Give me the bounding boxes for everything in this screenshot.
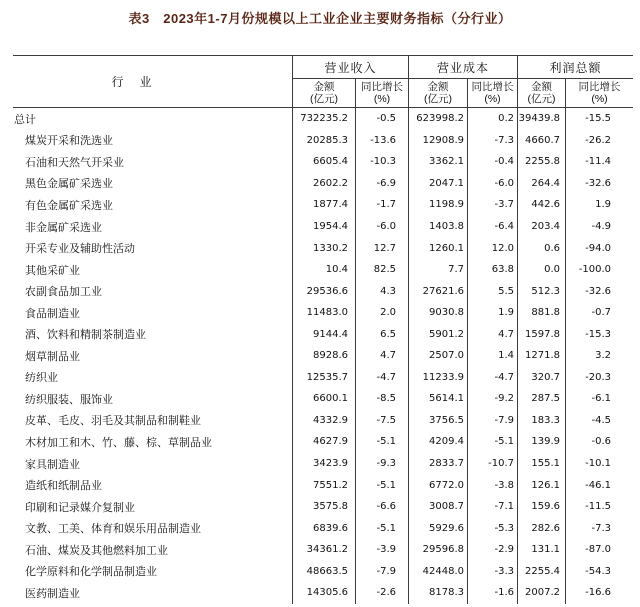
value-cell: -9.2 xyxy=(494,393,514,405)
industry-name-cell: 家具制造业 xyxy=(25,458,80,471)
value-cell: 9030.8 xyxy=(429,307,464,319)
industry-name-cell: 有色金属矿采选业 xyxy=(25,199,113,212)
value-cell: 442.6 xyxy=(531,199,560,211)
table-row xyxy=(13,388,633,410)
value-cell: -1.7 xyxy=(376,199,396,211)
value-cell: 139.9 xyxy=(531,436,560,448)
value-cell: -11.5 xyxy=(585,501,611,513)
value-cell: 131.1 xyxy=(531,544,560,556)
subheader-amount-label: 金额 xyxy=(427,81,449,93)
value-cell: 8928.6 xyxy=(313,350,348,362)
table-row xyxy=(13,151,633,173)
subheader-growth-unit: (%) xyxy=(591,93,608,105)
value-cell: 9144.4 xyxy=(313,328,348,340)
industry-name-cell: 煤炭开采和洗选业 xyxy=(25,135,113,148)
table-row xyxy=(13,259,633,281)
value-cell: 12.7 xyxy=(373,242,396,254)
industry-name-cell: 非金属矿采选业 xyxy=(25,221,102,234)
value-cell: 264.4 xyxy=(531,177,560,189)
value-cell: 320.7 xyxy=(531,371,560,383)
value-cell: 4627.9 xyxy=(313,436,348,448)
value-cell: -5.1 xyxy=(376,522,396,534)
value-cell: -16.6 xyxy=(585,587,611,599)
value-cell: -7.3 xyxy=(591,522,611,534)
value-cell: 4332.9 xyxy=(313,414,348,426)
subheader-growth-label: 同比增长 xyxy=(578,81,621,93)
value-cell: 63.8 xyxy=(491,264,514,276)
value-cell: -6.4 xyxy=(494,221,514,232)
value-cell: 2007.2 xyxy=(525,587,560,599)
value-cell: 203.4 xyxy=(531,221,560,232)
value-cell: 12908.9 xyxy=(422,134,464,146)
subheader-growth-unit: (%) xyxy=(373,93,391,105)
value-cell: -5.1 xyxy=(376,436,396,448)
value-cell: 1597.8 xyxy=(525,328,560,340)
table-row xyxy=(13,302,633,324)
value-cell: 3008.7 xyxy=(429,501,464,513)
value-cell: 126.1 xyxy=(531,479,560,491)
value-cell: 3362.1 xyxy=(429,156,464,168)
value-cell: -46.1 xyxy=(585,479,611,491)
value-cell: -0.4 xyxy=(494,156,514,168)
table-row xyxy=(13,453,633,475)
value-cell: 6605.4 xyxy=(313,156,348,168)
value-cell: 3423.9 xyxy=(313,458,348,470)
subheader-revenue-amount xyxy=(293,79,355,107)
value-cell: -2.9 xyxy=(494,544,514,556)
value-cell: 4660.7 xyxy=(525,134,560,146)
value-cell: 11233.9 xyxy=(422,371,464,383)
value-cell: 5.5 xyxy=(498,285,514,297)
industry-name-cell: 纺织业 xyxy=(25,372,58,385)
subheader-growth-unit: (%) xyxy=(484,93,501,105)
subheader-amount-label: 金额 xyxy=(313,81,335,93)
subheader-amount-unit: (亿元) xyxy=(424,93,452,105)
value-cell: -3.7 xyxy=(494,199,514,211)
value-cell: 14305.6 xyxy=(306,587,348,599)
value-cell: 4.7 xyxy=(380,350,396,362)
subheader-cost-amount xyxy=(409,79,467,107)
industry-name-cell: 木材加工和木、竹、藤、棕、草制品业 xyxy=(25,436,212,449)
table-row xyxy=(13,539,633,561)
value-cell: 0.0 xyxy=(544,264,560,276)
table-row xyxy=(13,108,633,130)
subheader-profit-amount xyxy=(518,79,565,107)
table-row xyxy=(13,237,633,259)
value-cell: 1.4 xyxy=(498,350,514,362)
industry-name-cell: 医药制造业 xyxy=(25,587,80,600)
value-cell: 2255.8 xyxy=(525,156,560,168)
value-cell: 2833.7 xyxy=(429,458,464,470)
value-cell: -32.6 xyxy=(585,177,611,189)
table-row xyxy=(13,130,633,152)
industry-name-cell: 文教、工美、体育和娱乐用品制造业 xyxy=(25,523,201,536)
value-cell: 1877.4 xyxy=(313,199,348,211)
table-row xyxy=(13,410,633,432)
value-cell: 287.5 xyxy=(531,393,560,405)
value-cell: 6600.1 xyxy=(313,393,348,405)
industry-name-cell: 造纸和纸制品业 xyxy=(25,480,102,493)
value-cell: -54.3 xyxy=(585,565,611,577)
value-cell: 7551.2 xyxy=(313,479,348,491)
value-cell: -10.1 xyxy=(585,458,611,470)
value-cell: 623998.2 xyxy=(416,113,464,125)
industry-name-cell: 黑色金属矿采选业 xyxy=(25,178,113,191)
value-cell: 42448.0 xyxy=(422,565,464,577)
value-cell: 34361.2 xyxy=(306,544,348,556)
value-cell: -6.0 xyxy=(494,177,514,189)
industry-name-cell: 石油和天然气开采业 xyxy=(25,156,124,169)
header-total-profit: 利润总额 xyxy=(549,60,602,75)
value-cell: -15.3 xyxy=(585,328,611,340)
value-cell: -100.0 xyxy=(578,264,611,276)
table-row xyxy=(13,194,633,216)
value-cell: -13.6 xyxy=(370,134,396,146)
value-cell: -3.8 xyxy=(494,479,514,491)
industry-name-cell: 石油、煤炭及其他燃料加工业 xyxy=(25,544,168,557)
value-cell: -9.3 xyxy=(376,458,396,470)
subheader-amount-label: 金额 xyxy=(531,81,552,93)
value-cell: -15.5 xyxy=(585,113,611,125)
value-cell: 48663.5 xyxy=(306,565,348,577)
value-cell: 3575.8 xyxy=(313,501,348,513)
subheader-amount-unit: (亿元) xyxy=(527,93,556,105)
header-industry: 行 业 xyxy=(111,74,154,89)
value-cell: -94.0 xyxy=(585,242,611,254)
value-cell: -0.6 xyxy=(591,436,611,448)
value-cell: -4.9 xyxy=(591,221,611,232)
industry-name-cell: 农副食品加工业 xyxy=(25,286,102,299)
value-cell: 1403.8 xyxy=(429,221,464,232)
value-cell: 4.7 xyxy=(498,328,514,340)
value-cell: -87.0 xyxy=(585,544,611,556)
value-cell: 6772.0 xyxy=(429,479,464,491)
value-cell: 20285.3 xyxy=(306,134,348,146)
header-operating-revenue: 营业收入 xyxy=(324,60,377,75)
value-cell: 6.5 xyxy=(380,328,396,340)
industry-name-cell: 其他采矿业 xyxy=(25,264,80,277)
value-cell: 4.3 xyxy=(380,285,396,297)
industry-name-cell: 开采专业及辅助性活动 xyxy=(25,243,135,256)
industry-name-cell: 化学原料和化学制品制造业 xyxy=(25,566,157,579)
subheader-cost-growth xyxy=(468,79,517,107)
value-cell: -7.9 xyxy=(494,414,514,426)
value-cell: -4.7 xyxy=(376,371,396,383)
value-cell: 1260.1 xyxy=(429,242,464,254)
value-cell: 12.0 xyxy=(491,242,514,254)
value-cell: -6.6 xyxy=(376,501,396,513)
value-cell: -4.7 xyxy=(494,371,514,383)
value-cell: -2.6 xyxy=(376,587,396,599)
value-cell: -5.3 xyxy=(494,522,514,534)
value-cell: -6.1 xyxy=(591,393,611,405)
value-cell: 10.4 xyxy=(325,264,348,276)
header-operating-cost: 营业成本 xyxy=(436,60,489,75)
industry-name-cell: 酒、饮料和精制茶制造业 xyxy=(25,329,146,342)
value-cell: -7.9 xyxy=(376,565,396,577)
value-cell: 732235.2 xyxy=(300,113,348,125)
value-cell: 6839.6 xyxy=(313,522,348,534)
table-row xyxy=(13,280,633,302)
table-row xyxy=(13,367,633,389)
table-row xyxy=(13,496,633,518)
value-cell: -5.1 xyxy=(376,479,396,491)
value-cell: -0.7 xyxy=(591,307,611,319)
value-cell: 881.8 xyxy=(531,307,560,319)
value-cell: 1330.2 xyxy=(313,242,348,254)
value-cell: -8.5 xyxy=(376,393,396,405)
subheader-profit-growth xyxy=(566,79,633,107)
table-row xyxy=(13,173,633,195)
value-cell: 512.3 xyxy=(531,285,560,297)
value-cell: -1.6 xyxy=(494,587,514,599)
value-cell: 11483.0 xyxy=(306,307,348,319)
value-cell: -3.3 xyxy=(494,565,514,577)
value-cell: 5929.6 xyxy=(429,522,464,534)
value-cell: 5614.1 xyxy=(429,393,464,405)
table-body xyxy=(13,108,633,604)
value-cell: 2507.0 xyxy=(429,350,464,362)
value-cell: -5.1 xyxy=(494,436,514,448)
value-cell: -7.3 xyxy=(494,134,514,146)
table-row xyxy=(13,216,633,238)
page-title: 表3 2023年1-7月份规模以上工业企业主要财务指标（分行业） xyxy=(128,11,512,26)
value-cell: 12535.7 xyxy=(306,371,348,383)
value-cell: 27621.6 xyxy=(422,285,464,297)
subheader-growth-label: 同比增长 xyxy=(471,81,514,93)
value-cell: 282.6 xyxy=(531,522,560,534)
table-row xyxy=(13,517,633,539)
table-row xyxy=(13,431,633,453)
subheader-growth-label: 同比增长 xyxy=(361,81,403,93)
table-row xyxy=(13,582,633,604)
value-cell: 159.6 xyxy=(531,501,560,513)
industry-name-cell: 总计 xyxy=(14,113,36,126)
industry-name-cell: 印刷和记录媒介复制业 xyxy=(25,501,135,514)
industry-name-cell: 烟草制品业 xyxy=(25,350,80,363)
value-cell: -10.3 xyxy=(370,156,396,168)
value-cell: -4.5 xyxy=(591,414,611,426)
subheader-amount-unit: (亿元) xyxy=(310,93,338,105)
value-cell: 2.0 xyxy=(380,307,396,319)
value-cell: 5901.2 xyxy=(429,328,464,340)
value-cell: 183.3 xyxy=(531,414,560,426)
table-row xyxy=(13,345,633,367)
value-cell: 29536.6 xyxy=(306,285,348,297)
value-cell: 0.6 xyxy=(544,242,560,254)
value-cell: -7.5 xyxy=(376,414,396,426)
value-cell: -10.7 xyxy=(488,458,514,470)
value-cell: 3.2 xyxy=(595,350,611,362)
value-cell: 39439.8 xyxy=(518,113,560,125)
value-cell: 82.5 xyxy=(373,264,396,276)
table-row xyxy=(13,323,633,345)
value-cell: 3756.5 xyxy=(429,414,464,426)
value-cell: 2602.2 xyxy=(313,177,348,189)
industry-name-cell: 食品制造业 xyxy=(25,307,80,320)
value-cell: -3.9 xyxy=(376,544,396,556)
value-cell: 2047.1 xyxy=(429,177,464,189)
value-cell: 8178.3 xyxy=(429,587,464,599)
table-row xyxy=(13,560,633,582)
value-cell: -0.5 xyxy=(376,113,396,125)
value-cell: 1271.8 xyxy=(525,350,560,362)
value-cell: 7.7 xyxy=(448,264,464,276)
value-cell: 1954.4 xyxy=(313,221,348,232)
value-cell: -11.4 xyxy=(585,156,611,168)
value-cell: -6.0 xyxy=(376,221,396,232)
value-cell: -32.6 xyxy=(585,285,611,297)
value-cell: -6.9 xyxy=(376,177,396,189)
table-row xyxy=(13,474,633,496)
value-cell: -26.2 xyxy=(585,134,611,146)
industry-name-cell: 皮革、毛皮、羽毛及其制品和制鞋业 xyxy=(25,415,201,428)
value-cell: 1198.9 xyxy=(429,199,464,211)
value-cell: 1.9 xyxy=(595,199,611,211)
value-cell: 1.9 xyxy=(498,307,514,319)
subheader-revenue-growth xyxy=(356,79,408,107)
value-cell: -20.3 xyxy=(585,371,611,383)
value-cell: 0.2 xyxy=(498,113,514,125)
value-cell: 29596.8 xyxy=(422,544,464,556)
value-cell: 2255.4 xyxy=(525,565,560,577)
value-cell: 4209.4 xyxy=(429,436,464,448)
value-cell: 155.1 xyxy=(531,458,560,470)
value-cell: -7.1 xyxy=(494,501,514,513)
industry-name-cell: 纺织服装、服饰业 xyxy=(25,393,113,406)
